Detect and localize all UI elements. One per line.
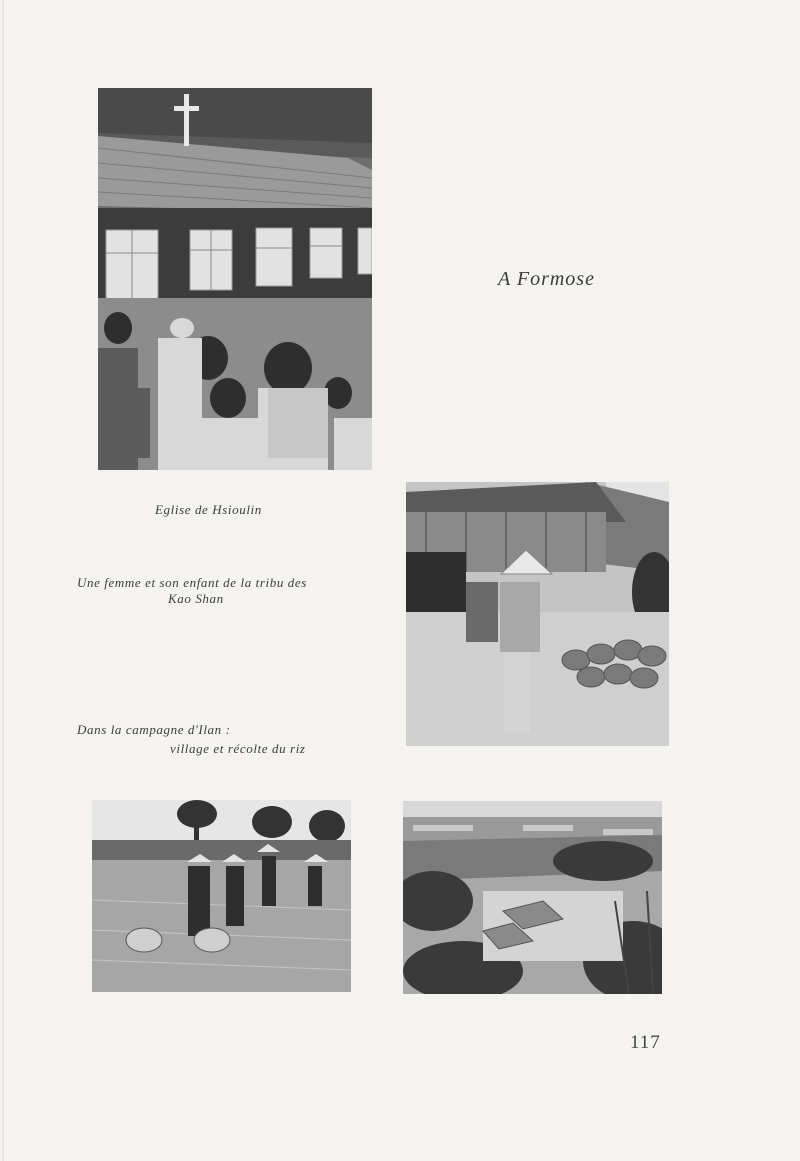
woman-photo xyxy=(406,482,669,746)
woman-caption-line1: Une femme et son enfant de la tribu des xyxy=(77,575,307,590)
church-caption: Eglise de Hsioulin xyxy=(155,502,262,517)
page-number: 117 xyxy=(630,1032,661,1053)
church-photo xyxy=(98,88,372,470)
woman-caption-line2: Kao Shan xyxy=(168,591,224,606)
page-title: A Formose xyxy=(498,268,595,290)
ilan-caption-line1: Dans la campagne d'Ilan : xyxy=(77,722,231,737)
rice-harvest-photo xyxy=(92,800,351,992)
village-photo xyxy=(403,801,662,994)
page-edge xyxy=(2,0,4,1161)
ilan-caption-line2: village et récolte du riz xyxy=(170,741,306,756)
